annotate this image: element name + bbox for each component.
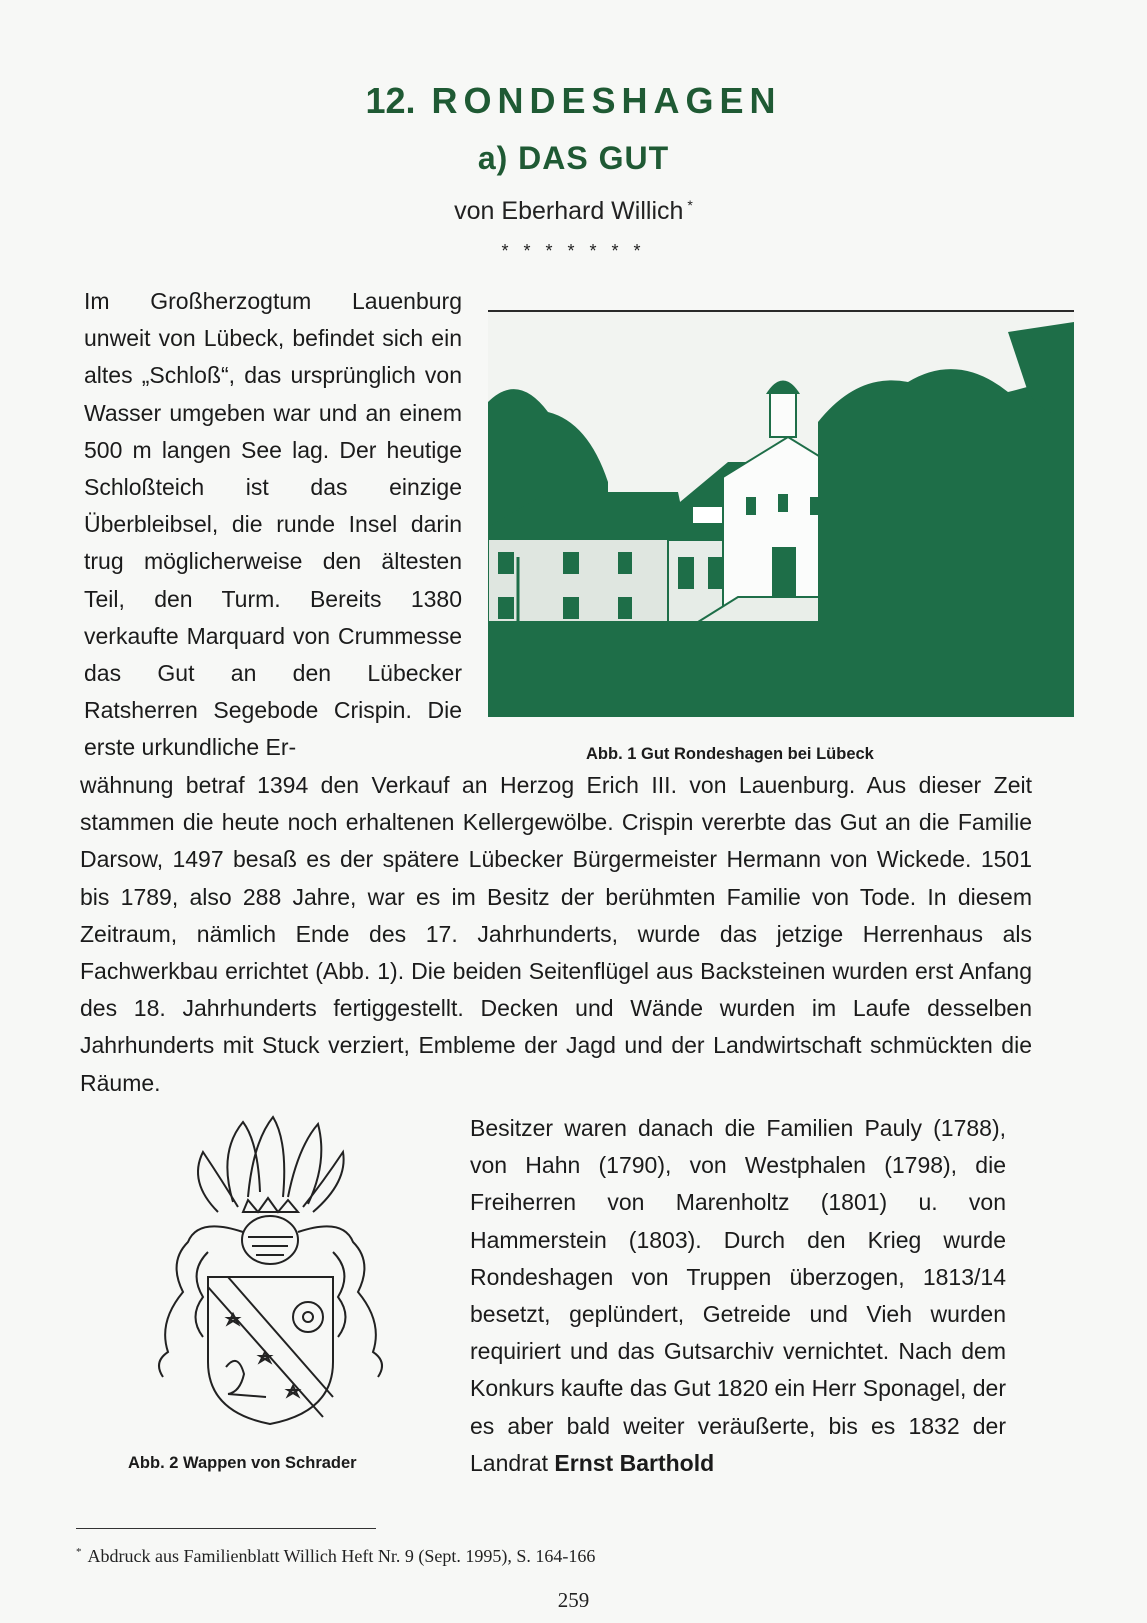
separator-stars: * * * * * * * (501, 241, 646, 261)
paragraph: wähnung betraf 1394 den Verkauf an Herzog Erich III. von Lauenburg. Aus dieser Zeit stammen die heute noch erhaltenen Kellergewölbe. Crispin vererbte das Gut an die Familie Darsow, 1497 besaß es der spätere Lübecker Bürgermeister Hermann von Wickede. 1501 bis 1789, also 288 Jahre, war es im Besitz der berühmten Familie von Tode. In diesem Zeitraum, nämlich Ende des 17. Jahrhunderts, wurde das jetzige Herrenhaus als Fachwerkbau errichtet (Abb. 1). Die beiden Seitenflügel aus Backsteinen wurden erst Anfang des 18. Jahrhunderts fertiggestellt. Decken und Wände wurden im Laufe desselben Jahrhunderts mit Stuck verziert, Embleme der Jagd und der Landwirtschaft schmückten die Räume. (80, 772, 1032, 1096)
chapter-title: RONDESHAGEN (431, 80, 782, 121)
author-footnote-mark: * (687, 197, 693, 213)
author-name: von Eberhard Willich (454, 197, 684, 225)
coat-of-arms (148, 1112, 398, 1430)
footnote-text: Abdruck aus Familienblatt Willich Heft Nr. 9 (Sept. 1995), S. 164-166 (87, 1546, 596, 1566)
paragraph-body: Besitzer waren danach die Familien Pauly (1788), von Hahn (1790), von Westphalen (1798), die Freiherren von Marenholtz (1801) u. von Hammerstein (1803). Durch den Krieg wurde Rondeshagen von Truppen überzogen, 1813/14 besetzt, geplündert, Getreide und Vieh wurden requiriert und das Gutsarchiv vernichtet. Nach dem Konkurs kaufte das Gut 1820 ein Herr Sponagel, der es aber bald weiter veräußerte, bis es 1832 der Landrat (470, 1115, 1006, 1476)
text-column-left (84, 283, 462, 767)
text-column-right (470, 1110, 1006, 1482)
text-full-width (80, 767, 1032, 1102)
manor-house-image (488, 312, 1074, 717)
page-number: 259 (557, 1588, 590, 1612)
coat-of-arms-icon (148, 1112, 398, 1430)
paragraph: Im Großherzogtum Lauenburg unweit von Lübeck, befindet sich ein altes „Schloß“, das ursprünglich von Wasser umgeben war und an einem 500 m langen See lag. Der heutige Schloßteich ist das einzige Überbleibsel, die runde Insel darin trug möglicherweise den ältesten Teil, den Turm. Bereits 1380 verkaufte Marquard von Crummesse das Gut an den Lübecker Ratsherren Segebode Crispin. Die erste urkundliche Er- (84, 288, 462, 761)
chapter-number: 12. (365, 80, 416, 121)
tree-right-shape (818, 369, 1074, 642)
figure-2-caption: Abb. 2 Wappen von Schrader (128, 1454, 357, 1472)
figure-1-caption: Abb. 1 Gut Rondeshagen bei Lübeck (586, 745, 874, 763)
author-line (0, 197, 1147, 226)
footnote (76, 1546, 595, 1567)
highlighted-name: Ernst Barthold (554, 1449, 715, 1476)
photo-gut-rondeshagen (488, 310, 1074, 717)
footnote-mark: * (76, 1546, 82, 1558)
paragraph (470, 1110, 1006, 1482)
article-subtitle: a) DAS GUT (477, 140, 670, 176)
footnote-rule (76, 1528, 376, 1529)
article-title (0, 80, 1147, 122)
